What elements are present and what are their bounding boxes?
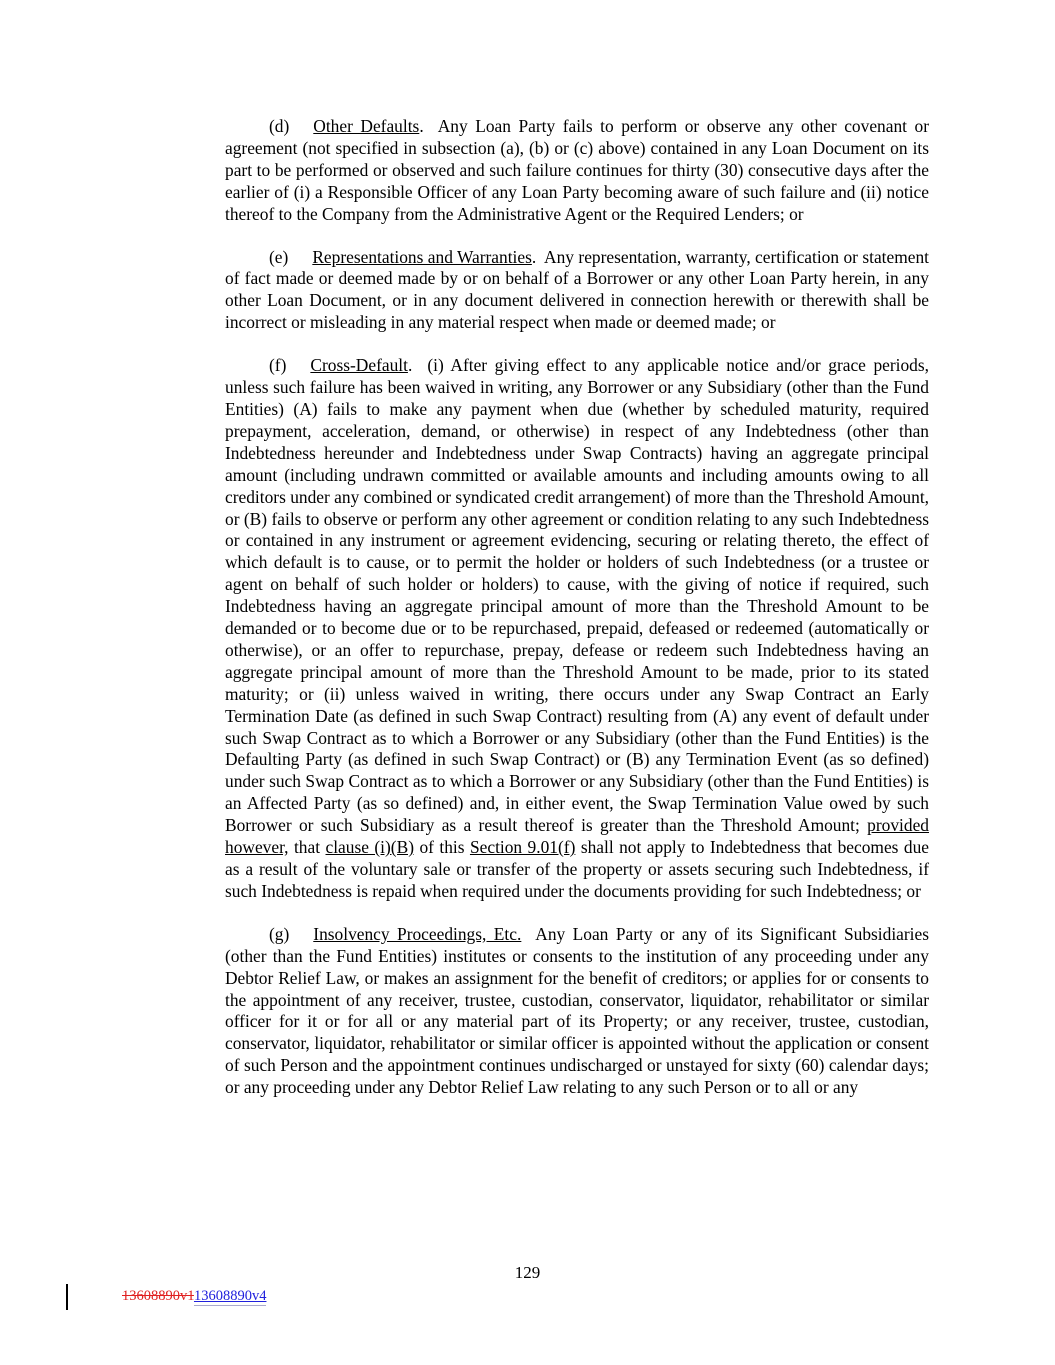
revision-change-bar bbox=[66, 1284, 68, 1310]
body-text: that bbox=[288, 837, 326, 858]
paragraph-label: (e) bbox=[269, 246, 289, 267]
underlined-text: clause (i)(B) bbox=[325, 837, 414, 858]
paragraph-e bbox=[225, 247, 929, 335]
underlined-text: Insolvency Proceedings, Etc. bbox=[313, 923, 522, 944]
body-text: . (i) After giving effect to any applicable notice and/or grace periods, unless such failure has been waived in writing, any Borrower or any Subsidiary (other than the Fund Entities) (A) fails to make any payment when due (whether by scheduled maturity, required prepayment, acceleration, demand, or otherwise) in respect of any Indebtedness (other than Indebtedness hereunder and Indebtedness under Swap Contracts) having an aggregate principal amount (including undrawn committed or available amounts and including amounts owing to all creditors under any combined or syndicated credit arrangement) of more than the Threshold Amount, or (B) fails to observe or perform any other agreement or condition relating to any such Indebtedness or contained in any instrument or agreement evidencing, securing or relating thereto, the effect of which default is to cause, or to permit the holder or holders of such Indebtedness (or a trustee or agent on behalf of such holder or holders) to cause, with the giving of notice if required, such Indebtedness having an aggregate principal amount of more than the Threshold Amount to be demanded or to become due or to be repurchased, prepaid, defeased or redeemed (automatically or otherwise), or an offer to repurchase, prepay, defease or redeem such Indebtedness having an aggregate principal amount of more than the Threshold Amount to be made, prior to its stated maturity; or (ii) unless waived in writing, there occurs under any Swap Contract an Early Termination Date (as defined in such Swap Contract) resulting from (A) any event of default under such Swap Contract as to which a Borrower or any Subsidiary (other than the Fund Entities) is the Defaulting Party (as defined in such Swap Contract) or (B) any Termination Event (as so defined) under such Swap Contract as to which a Borrower or any Subsidiary (other than the Fund Entities) is an Affected Party (as so defined) and, in either event, the Swap Termination Value owed by such Borrower or such Subsidiary as a result thereof is greater than the Threshold Amount; bbox=[225, 355, 929, 836]
paragraph-label: (g) bbox=[269, 923, 290, 944]
inserted-doc-id: 13608890v4 bbox=[193, 1288, 267, 1304]
underlined-text: Representations and Warranties bbox=[312, 246, 532, 267]
deleted-doc-id: 13608890v1 bbox=[122, 1288, 194, 1304]
paragraph-label: (d) bbox=[269, 116, 290, 136]
paragraph-g bbox=[225, 924, 929, 1099]
underlined-text: Section 9.01(f) bbox=[469, 837, 576, 858]
body-text: . Any Loan Party fails to perform or observe any other covenant or agreement (not specified in subsection (a), (b) or (c) above) contained in any Loan Document on its part to be performed or observed and such failure continues for thirty (30) consecutive days after the earlier of (i) a Responsible Officer of any Loan Party becoming aware of such failure and (ii) notice thereof to the Company from the Administrative Agent or the Required Lenders; or bbox=[225, 116, 929, 224]
body-text: . Any representation, warranty, certification or statement of fact made or deemed made by or on behalf of a Borrower or any other Loan Party herein, in any other Loan Document, or in any document delivered in connection herewith or therewith shall be incorrect or misleading in any material respect when made or deemed made; or bbox=[225, 246, 929, 333]
underlined-text: Cross-Default bbox=[310, 355, 408, 376]
paragraph-label: (f) bbox=[269, 355, 287, 376]
body-text: of this bbox=[414, 837, 470, 858]
body-text: shall not apply to Indebtedness that becomes due as a result of the voluntary sale or transfer of the property or assets securing such Indebtedness, if such Indebtedness is repaid when required under the documents providing for such Indebtedness; or bbox=[225, 837, 929, 901]
body-text: Any Loan Party or any of its Significant Subsidiaries (other than the Fund Entities) institutes or consents to the institution of any proceeding under any Debtor Relief Law, or makes an assignment for the benefit of creditors; or applies for or consents to the appointment of any receiver, trustee, custodian, conservator, liquidator, rehabilitator or similar officer for it or for all or any material part of its Property; or any receiver, trustee, custodian, conservator, liquidator, rehabilitator or similar officer is appointed without the application or consent of such Person and the appointment continues undischarged or unstayed for sixty (60) calendar days; or any proceeding under any Debtor Relief Law relating to any such Person or to all or any bbox=[225, 923, 929, 1098]
underlined-text: Other Defaults bbox=[313, 116, 420, 136]
page-body-text bbox=[225, 116, 929, 1099]
document-id-footer bbox=[122, 1288, 266, 1305]
paragraph-d bbox=[225, 116, 929, 226]
paragraph-f bbox=[225, 355, 929, 903]
underlined-text: provided however, bbox=[225, 815, 929, 858]
page-number: 129 bbox=[514, 1263, 541, 1282]
